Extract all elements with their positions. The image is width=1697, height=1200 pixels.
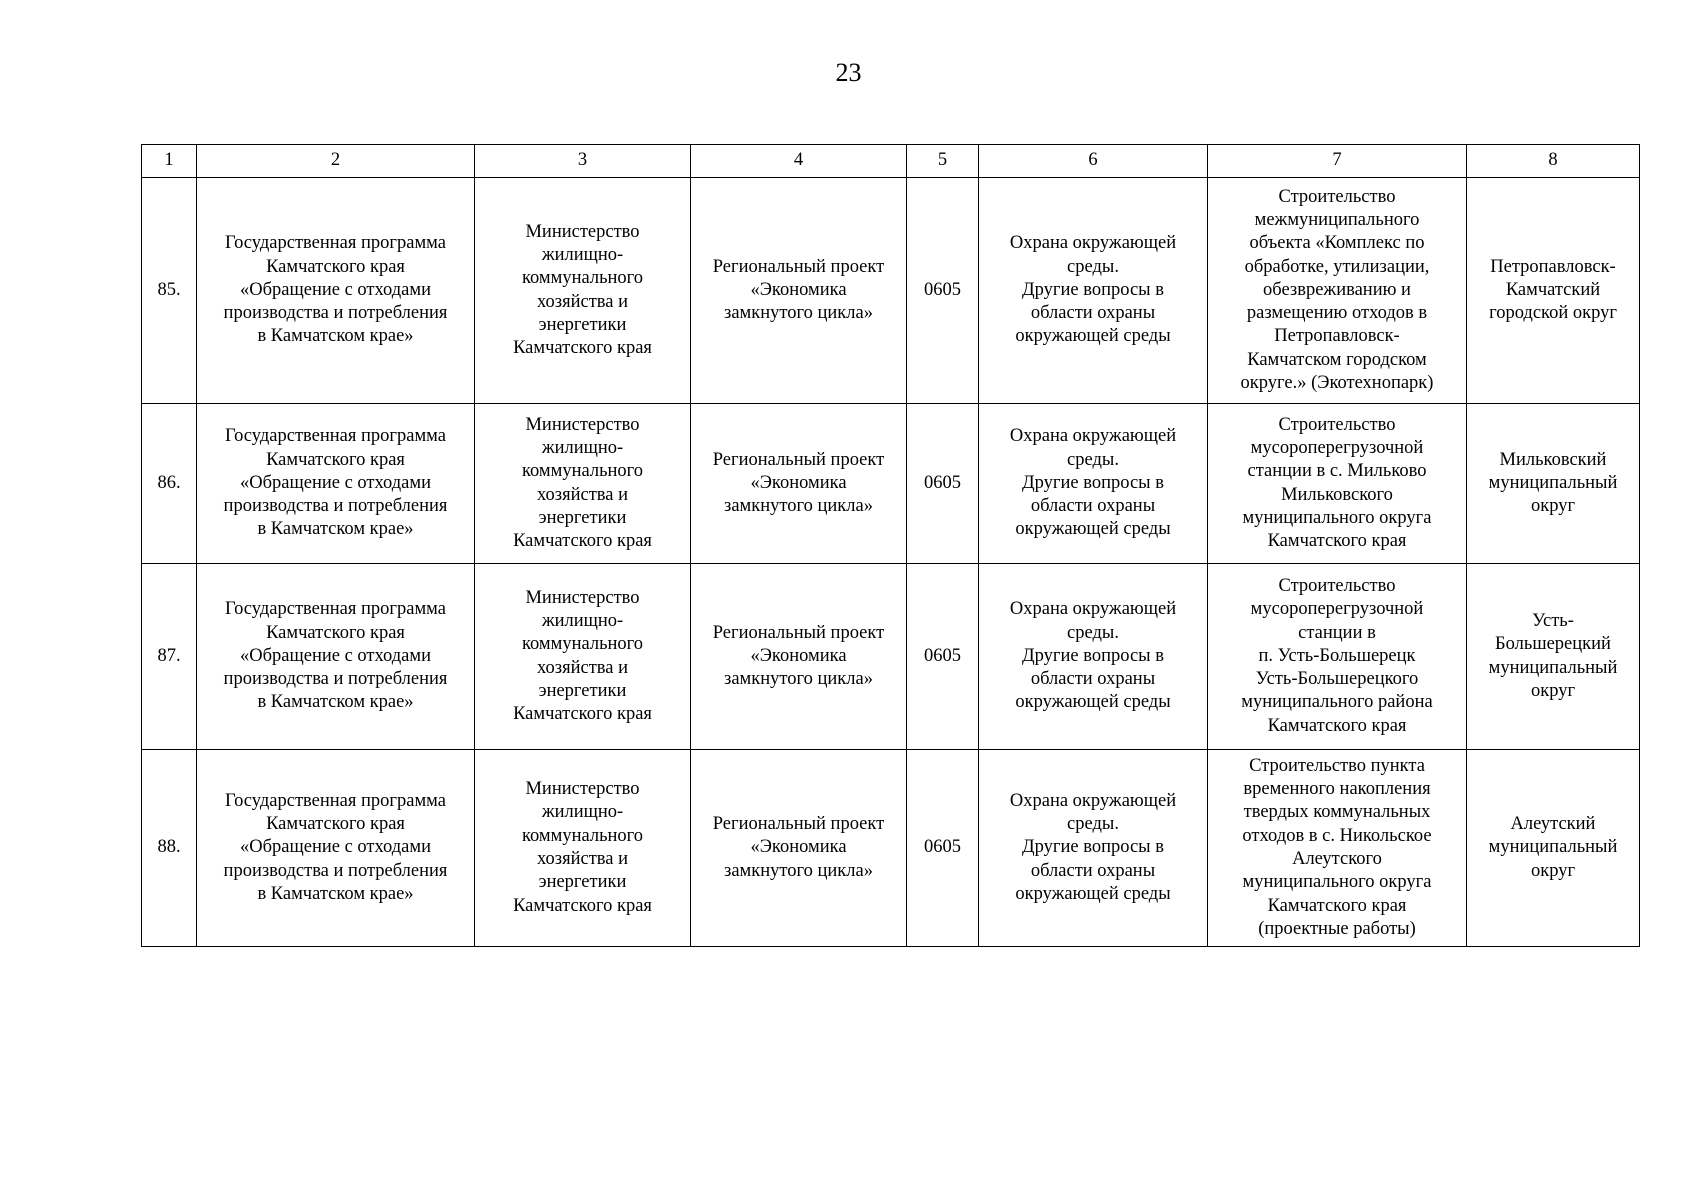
project-cell: Региональный проект «Экономика замкнутого цикла» [691, 404, 907, 564]
municipality-cell: Алеутский муниципальный округ [1467, 750, 1640, 947]
program-cell: Государственная программа Камчатского края «Обращение с отходами производства и потребления в Камчатском крае» [197, 750, 475, 947]
ministry-cell: Министерство жилищно- коммунального хозяйства и энергетики Камчатского края [475, 564, 691, 750]
column-number-7: 7 [1208, 145, 1467, 178]
table-header [142, 145, 1640, 178]
section-cell: Охрана окружающей среды. Другие вопросы в области охраны окружающей среды [979, 178, 1208, 404]
municipality-cell: Мильковский муниципальный округ [1467, 404, 1640, 564]
table-row [142, 404, 1640, 564]
column-number-6: 6 [979, 145, 1208, 178]
row-number-cell: 85. [142, 178, 197, 404]
code-cell: 0605 [907, 404, 979, 564]
program-cell: Государственная программа Камчатского края «Обращение с отходами производства и потребления в Камчатском крае» [197, 178, 475, 404]
ministry-cell: Министерство жилищно- коммунального хозяйства и энергетики Камчатского края [475, 178, 691, 404]
program-cell: Государственная программа Камчатского края «Обращение с отходами производства и потребления в Камчатском крае» [197, 404, 475, 564]
table-row [142, 178, 1640, 404]
object-cell: Строительство межмуниципального объекта «Комплекс по обработке, утилизации, обезвреживанию и размещению отходов в Петропавловск- Камчатском городском округе.» (Экотехнопарк) [1208, 178, 1467, 404]
object-cell: Строительство мусороперегрузочной станции в с. Мильково Мильковского муниципального округа Камчатского края [1208, 404, 1467, 564]
table-row [142, 564, 1640, 750]
section-cell: Охрана окружающей среды. Другие вопросы в области охраны окружающей среды [979, 564, 1208, 750]
ministry-cell: Министерство жилищно- коммунального хозяйства и энергетики Камчатского края [475, 750, 691, 947]
project-cell: Региональный проект «Экономика замкнутого цикла» [691, 750, 907, 947]
row-number-cell: 86. [142, 404, 197, 564]
municipality-cell: Петропавловск- Камчатский городской округ [1467, 178, 1640, 404]
registry-table [141, 144, 1640, 947]
project-cell: Региональный проект «Экономика замкнутого цикла» [691, 178, 907, 404]
code-cell: 0605 [907, 178, 979, 404]
section-cell: Охрана окружающей среды. Другие вопросы в области охраны окружающей среды [979, 750, 1208, 947]
object-cell: Строительство мусороперегрузочной станции в п. Усть-Большерецк Усть-Большерецкого муниципального района Камчатского края [1208, 564, 1467, 750]
page-number: 23 [835, 58, 862, 87]
column-number-8: 8 [1467, 145, 1640, 178]
header-row [142, 145, 1640, 178]
column-number-5: 5 [907, 145, 979, 178]
code-cell: 0605 [907, 564, 979, 750]
column-number-2: 2 [197, 145, 475, 178]
row-number-cell: 88. [142, 750, 197, 947]
row-number-cell: 87. [142, 564, 197, 750]
column-number-1: 1 [142, 145, 197, 178]
ministry-cell: Министерство жилищно- коммунального хозяйства и энергетики Камчатского края [475, 404, 691, 564]
program-cell: Государственная программа Камчатского края «Обращение с отходами производства и потребления в Камчатском крае» [197, 564, 475, 750]
code-cell: 0605 [907, 750, 979, 947]
table-row [142, 750, 1640, 947]
municipality-cell: Усть- Большерецкий муниципальный округ [1467, 564, 1640, 750]
project-cell: Региональный проект «Экономика замкнутого цикла» [691, 564, 907, 750]
object-cell: Строительство пункта временного накопления твердых коммунальных отходов в с. Никольское Алеутского муниципального округа Камчатского края (проектные работы) [1208, 750, 1467, 947]
section-cell: Охрана окружающей среды. Другие вопросы в области охраны окружающей среды [979, 404, 1208, 564]
column-number-4: 4 [691, 145, 907, 178]
column-number-3: 3 [475, 145, 691, 178]
table-body [142, 178, 1640, 947]
